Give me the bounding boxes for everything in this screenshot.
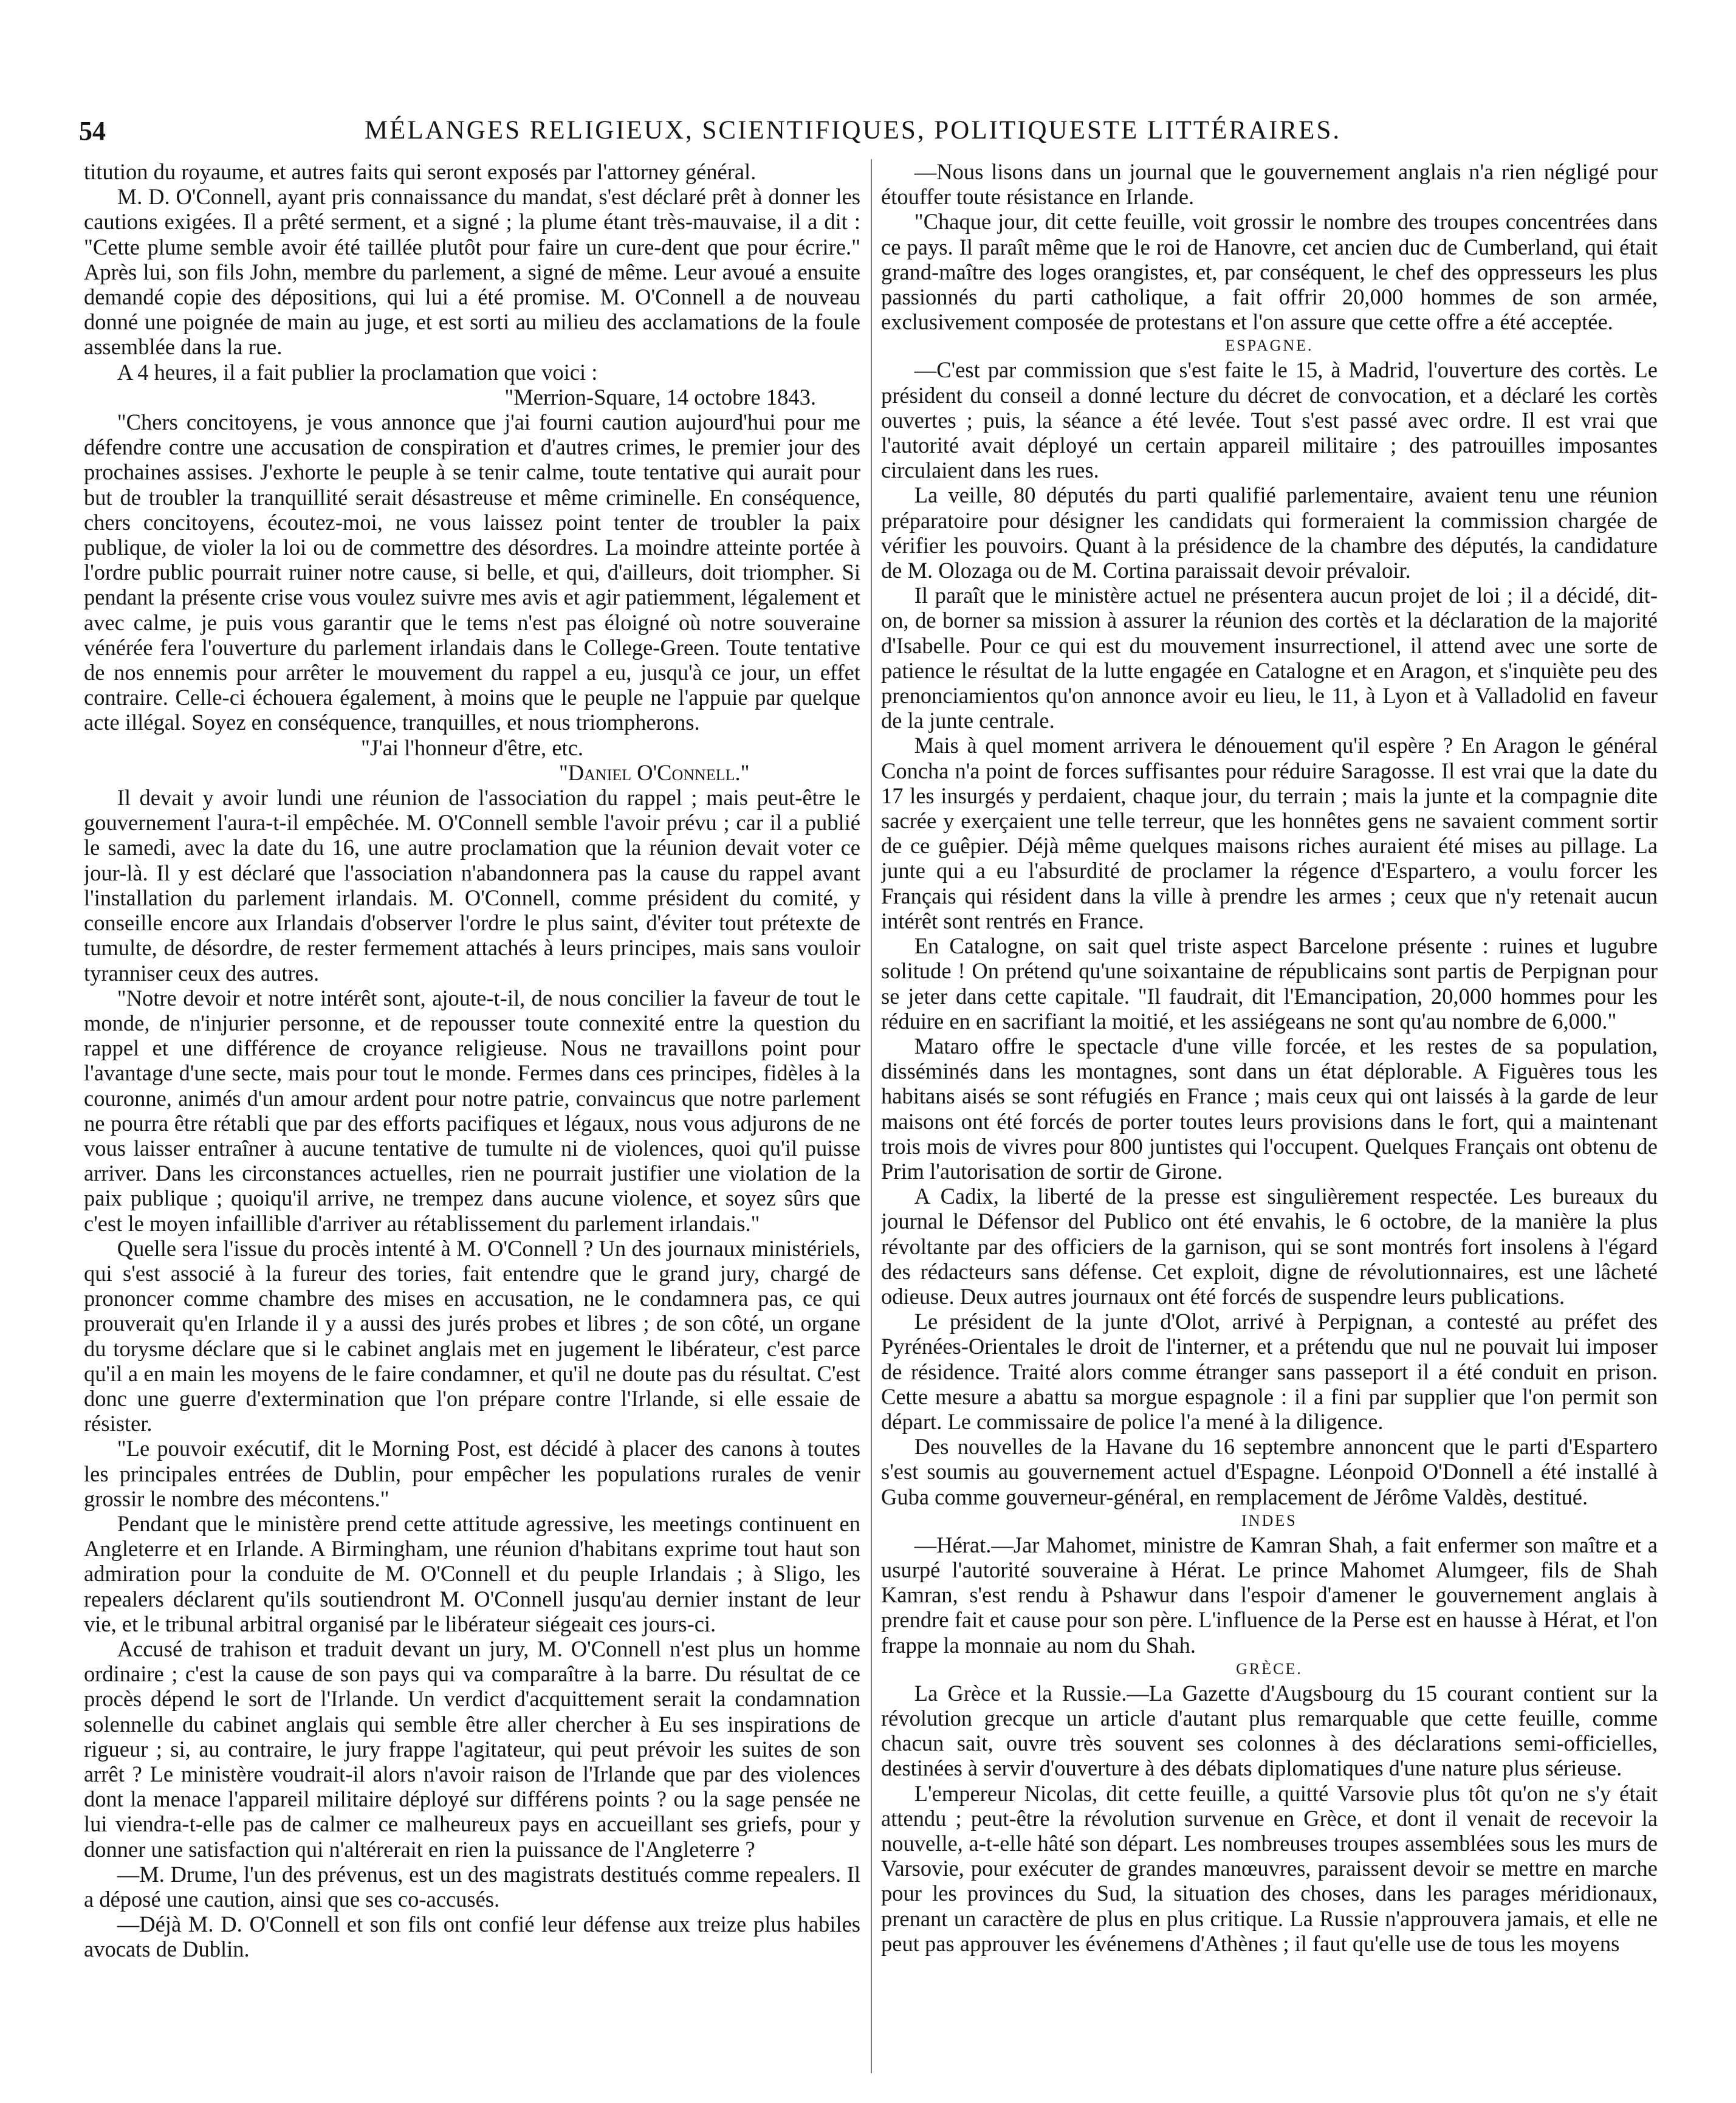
article-paragraph: Mais à quel moment arrivera le dénouement qu'il espère ? En Aragon le général Concha n'a point de forces suffisantes pour réduire Saragosse. Il est vrai que la date du 17 les insurgés y perdaient, chaque jour, du terrain ; mais la junte et la compagnie dite sacrée y exerçaient une telle terreur, que les honnêtes gens ne savaient comment sortir de ce guêpier. Déjà même quelques maisons riches auraient été mises au pillage. La junte qui a eu l'absurdité de proclamer la régence d'Espartero, a voulu forcer les Français qui résident dans la ville à prendre les armes ; ceux que n'y retenait aucun intérêt sont rentrés en France. xyxy=(881,733,1658,933)
left-column xyxy=(84,159,860,2049)
column-divider xyxy=(871,159,872,2073)
proclamation-signature: "Daniel O'Connell." xyxy=(558,760,750,785)
article-paragraph: Il paraît que le ministère actuel ne présentera aucun projet de loi ; il a décidé, dit-on, de borner sa mission à assurer la réunion des cortès et la déclaration de la majorité d'Isabelle. Pour ce qui est du mouvement insurrectionel, il attend avec une sorte de patience le résultat de la lutte engagée en Catalogne et en Aragon, et s'inquiète peu des prenonciamientos qu'on annonce avoir eu lieu, le 11, à Lyon et à Valladolid en faveur de la junte centrale. xyxy=(881,583,1658,733)
article-paragraph: M. D. O'Connell, ayant pris connaissance du mandat, s'est déclaré prêt à donner les cautions exigées. Il a prêté serment, et a signé ; la plume étant très-mauvaise, il a dit : "Cette plume semble avoir été taillée plutôt pour faire un cure-dent que pour écrire." Après lui, son fils John, membre du parlement, a signé de même. Leur avoué a ensuite demandé copie des dépositions, qui lui a été promise. M. O'Connell a de nouveau donné une poignée de main au juge, et est sorti au milieu des acclamations de la foule assemblée dans la rue. xyxy=(84,184,860,360)
article-paragraph: A 4 heures, il a fait publier la proclamation que voici : xyxy=(117,359,598,385)
right-column xyxy=(881,159,1658,2049)
proclamation-text: "Chers concitoyens, je vous annonce que j'ai fourni caution aujourd'hui pour me défendre contre une accusation de conspiration et d'autres crimes, le premier jour des prochaines assises. J'exhorte le peuple à se tenir calme, toute tentative qui aurait pour but de troubler la tranquillité serait désastreuse et même criminelle. En conséquence, chers concitoyens, écoutez-moi, ne vous laissez point tenter de troubler la paix publique, de violer la loi ou de commettre des désordres. La moindre atteinte portée à l'ordre public pourrait ruiner notre cause, si belle, et qui, d'ailleurs, doit triompher. Si pendant la présente crise vous voulez suivre mes avis et agir patiemment, légalement et avec calme, je puis vous garantir que le tems n'est pas éloigné où notre souveraine vénérée fera l'ouverture du parlement irlandais dans le College-Green. Toute tentative de nos ennemis pour arrêter le mouvement du rappel a eu, jusqu'à ce jour, un effet contraire. Celle-ci échouera également, à moins que le peuple ne l'appuie par quelque acte illégal. Soyez en conséquence, tranquilles, et nous triompherons. xyxy=(84,410,860,735)
section-heading-indes: INDES xyxy=(1241,1511,1297,1529)
article-paragraph: —C'est par commission que s'est faite le 15, à Madrid, l'ouverture des cortès. Le président du conseil a donné lecture du décret de convocation, et a déclaré les cortès ouvertes ; puis, la séance a été levée. Tout s'est passé avec ordre. Il est vrai que l'autorité avait déployé un certain appareil militaire ; des patrouilles imposantes circulaient dans les rues. xyxy=(881,357,1658,483)
article-paragraph: Quelle sera l'issue du procès intenté à M. O'Connell ? Un des journaux ministériels, qui s'est associé à la fureur des tories, fait entendre que le grand jury, chargé de prononcer comme chambre des mises en accusation, ne le condamnera pas, ce qui prouverait qu'en Irlande il y a aussi des jurés probes et libres ; de son côté, un organe du torysme déclare que si le cabinet anglais met en jugement le libérateur, c'est parce qu'il a en main les moyens de le faire condamner, et qu'il ne doute pas du résultat. C'est donc une guerre d'extermination que l'on prépare contre l'Irlande, si elle essaie de résister. xyxy=(84,1235,860,1436)
article-paragraph: En Catalogne, on sait quel triste aspect Barcelone présente : ruines et lugubre solitude ! On prétend qu'une soixantaine de républicains sont partis de Perpignan pour se jeter dans cette capitale. "Il faudrait, dit l'Emancipation, 20,000 hommes pour les réduire en en sacrifiant la moitié, et les assiégeans ne sont qu'au nombre de 6,000." xyxy=(881,933,1658,1034)
article-paragraph: Il devait y avoir lundi une réunion de l'association du rappel ; mais peut-être le gouvernement l'aura-t-il empêchée. M. O'Connell semble l'avoir prévu ; car il a publié le samedi, avec la date du 16, une autre proclamation que la réunion devait voter ce jour-là. Il y est déclaré que l'association n'abandonnera pas la cause du rappel avant l'installation du parlement irlandais. M. O'Connell, comme président du comité, y conseille encore aux Irlandais d'observer l'ordre le plus saint, d'éviter tout prétexte de tumulte, de désordre, de rester fermement attachés à leurs principes, mais sans vouloir tyranniser ceux des autres. xyxy=(84,785,860,986)
article-paragraph: "Chaque jour, dit cette feuille, voit grossir le nombre des troupes concentrées dans ce pays. Il paraît même que le roi de Hanovre, cet ancien duc de Cumberland, qui était grand-maître des loges orangistes, et, par conséquent, le chef des oppresseurs les plus passionnés du parti catholique, a fait offrir 20,000 hommes de son armée, exclusivement composée de protestans et l'on assure que cette offre a été acceptée. xyxy=(881,209,1658,335)
article-paragraph: —Nous lisons dans un journal que le gouvernement anglais n'a rien négligé pour étouffer toute résistance en Irlande. xyxy=(881,159,1658,210)
article-paragraph: L'empereur Nicolas, dit cette feuille, a quitté Varsovie plus tôt qu'on ne s'y était attendu ; peut-être la révolution survenue en Grèce, et dont il venait de recevoir la nouvelle, a-t-elle hâté son départ. Les nombreuses troupes assemblées sous les murs de Varsovie, pour exécuter de grandes manœuvres, paraissent devoir se mettre en marche pour les provinces du Sud, la situation des choses, dans les parages méridionaux, prenant un caractère de plus en plus critique. La Russie n'approuvera jamais, et elle ne peut pas approuver les événemens d'Athènes ; il faut qu'elle use de tous les moyens xyxy=(881,1780,1658,1956)
article-paragraph: La veille, 80 députés du parti qualifié parlementaire, avaient tenu une réunion préparatoire pour désigner les candidats qui formeraient la commission chargée de vérifier les pouvoirs. Quant à la présidence de la chambre des députés, la candidature de M. Olozaga ou de M. Cortina paraissait devoir prévaloir. xyxy=(881,482,1658,583)
article-paragraph: Le président de la junte d'Olot, arrivé à Perpignan, a contesté au préfet des Pyrénées-Orientales le droit de l'interner, et a prétendu que nul ne pouvait lui imposer de résidence. Traité alors comme étranger sans passeport il a été conduit en prison. Cette mesure a abattu sa morgue espagnole : il a fini par supplier que l'on permit son départ. Le commissaire de police l'a mené à la diligence. xyxy=(881,1309,1658,1434)
article-paragraph: —Hérat.—Jar Mahomet, ministre de Kamran Shah, a fait enfermer son maître et a usurpé l'autorité souveraine à Hérat. Le prince Mahomet Alumgeer, fils de Shah Kamran, s'est rendu à Pshawur dans l'espoir d'amener le gouvernement anglais à prendre fait et cause pour son père. L'influence de la Perse est en hausse à Hérat, et l'on frappe la monnaie au nom du Shah. xyxy=(881,1532,1658,1658)
page-number: 54 xyxy=(79,116,106,146)
article-paragraph: "Notre devoir et notre intérêt sont, ajoute-t-il, de nous concilier la faveur de tout le monde, de n'injurier personne, et de repousser toute connexité entre la question du rappel et une différence de croyance religieuse. Nous ne travaillons point pour l'avantage d'une secte, mais pour tout le monde. Fermes dans ces principes, fidèles à la couronne, animés d'un amour ardent pour notre patrie, convaincus que notre parlement ne pourra être rétabli que par des efforts pacifiques et légaux, nous vous adjurons de ne vous laisser entraîner à aucune tentative de tumulte ni de violences, quoi qu'il puisse arriver. Dans les circonstances actuelles, rien ne pourrait justifier une violation de la paix publique ; quoiqu'il arrive, ne trempez dans aucune violence, et soyez sûrs que c'est le moyen infaillible d'arriver au rétablissement du parlement irlandais." xyxy=(84,985,860,1236)
running-title: MÉLANGES RELIGIEUX, SCIENTIFIQUES, POLITIQUESTE LITTÉRAIRES. xyxy=(364,116,1342,145)
article-paragraph: —M. Drume, l'un des prévenus, est un des magistrats destitués comme repealers. Il a déposé une caution, ainsi que ses co-accusés. xyxy=(84,1861,860,1912)
page-header xyxy=(79,115,1627,152)
article-paragraph: Pendant que le ministère prend cette attitude agressive, les meetings continuent en Angleterre et en Irlande. A Birmingham, une réunion d'habitans exprime tout haut son admiration pour la conduite de M. O'Connell et du peuple Irlandais ; à Sligo, les repealers déclarent qu'ils soutiendront M. O'Connell jusqu'au dernier instant de leur vie, et le tribunal arbitral organisé par le libérateur siégeait ces jours-ci. xyxy=(84,1511,860,1636)
section-heading-espagne: ESPAGNE. xyxy=(1225,337,1314,355)
section-heading-grece: GRÈCE. xyxy=(1236,1659,1303,1678)
proclamation-closing: "J'ai l'honneur d'être, etc. xyxy=(360,735,584,760)
proclamation-dateline: "Merrion-Square, 14 octobre 1843. xyxy=(504,384,816,410)
article-paragraph: titution du royaume, et autres faits qui seront exposés par l'attorney général. xyxy=(84,159,756,184)
article-paragraph: La Grèce et la Russie.—La Gazette d'Augsbourg du 15 courant contient sur la révolution grecque un article d'autant plus remarquable que cette feuille, comme chacun sait, ouvre très souvent ses colonnes à des déclarations semi-officielles, destinées à servir d'ouverture à des débats diplomatiques d'une nature plus sérieuse. xyxy=(881,1680,1658,1781)
article-paragraph: A Cadix, la liberté de la presse est singulièrement respectée. Les bureaux du journal le Défensor del Publico ont été envahis, le 6 octobre, de la manière la plus révoltante par des officiers de la garnison, qui se sont montrés fort insolens à l'égard des rédacteurs sans défense. Cet exploit, digne de révolutionnaires, est une lâcheté odieuse. Deux autres journaux ont été forcés de suspendre leurs publications. xyxy=(881,1184,1658,1309)
article-paragraph: Des nouvelles de la Havane du 16 septembre annoncent que le parti d'Espartero s'est soumis au gouvernement actuel d'Espagne. Léonpoid O'Donnell a été installé à Guba comme gouverneur-général, en remplacement de Jérôme Valdès, destitué. xyxy=(881,1434,1658,1509)
article-paragraph: Mataro offre le spectacle d'une ville forcée, et les restes de sa population, disséminés dans les montagnes, sont dans un état déplorable. A Figuères tous les habitans aisés se sont réfugiés en France ; mais ceux qui ont laissés à la garde de leur maisons ont été forcés de porter toutes leurs provisions dans le fort, qui a maintenant trois mois de vivres pour 800 juntistes qui l'occupent. Quelques Français ont obtenu de Prim l'autorisation de sortir de Girone. xyxy=(881,1033,1658,1184)
article-paragraph: —Déjà M. D. O'Connell et son fils ont confié leur défense aux treize plus habiles avocats de Dublin. xyxy=(84,1912,860,1962)
article-paragraph: Accusé de trahison et traduit devant un jury, M. O'Connell n'est plus un homme ordinaire ; c'est la cause de son pays qui va comparaître à la barre. Du résultat de ce procès dépend le sort de l'Irlande. Un verdict d'acquittement serait la condamnation solennelle du cabinet anglais qui semble être aller chercher à Eu ses inspirations de rigueur ; si, au contraire, le jury frappe l'agitateur, qui peut prévoir les suites de son arrêt ? Le ministère voudrait-il alors n'avoir raison de l'Irlande que par des violences dont la menace l'appareil militaire déployé sur différens points ? ou la sage pensée ne lui viendra-t-elle pas de calmer ce malheureux pays en accueillant ses griefs, pour y donner une satisfaction qui n'altérerait en rien la puissance de l'Angleterre ? xyxy=(84,1636,860,1862)
article-paragraph: "Le pouvoir exécutif, dit le Morning Post, est décidé à placer des canons à toutes les principales entrées de Dublin, pour empêcher les populations rurales de venir grossir le nombre des mécontens." xyxy=(84,1436,860,1511)
